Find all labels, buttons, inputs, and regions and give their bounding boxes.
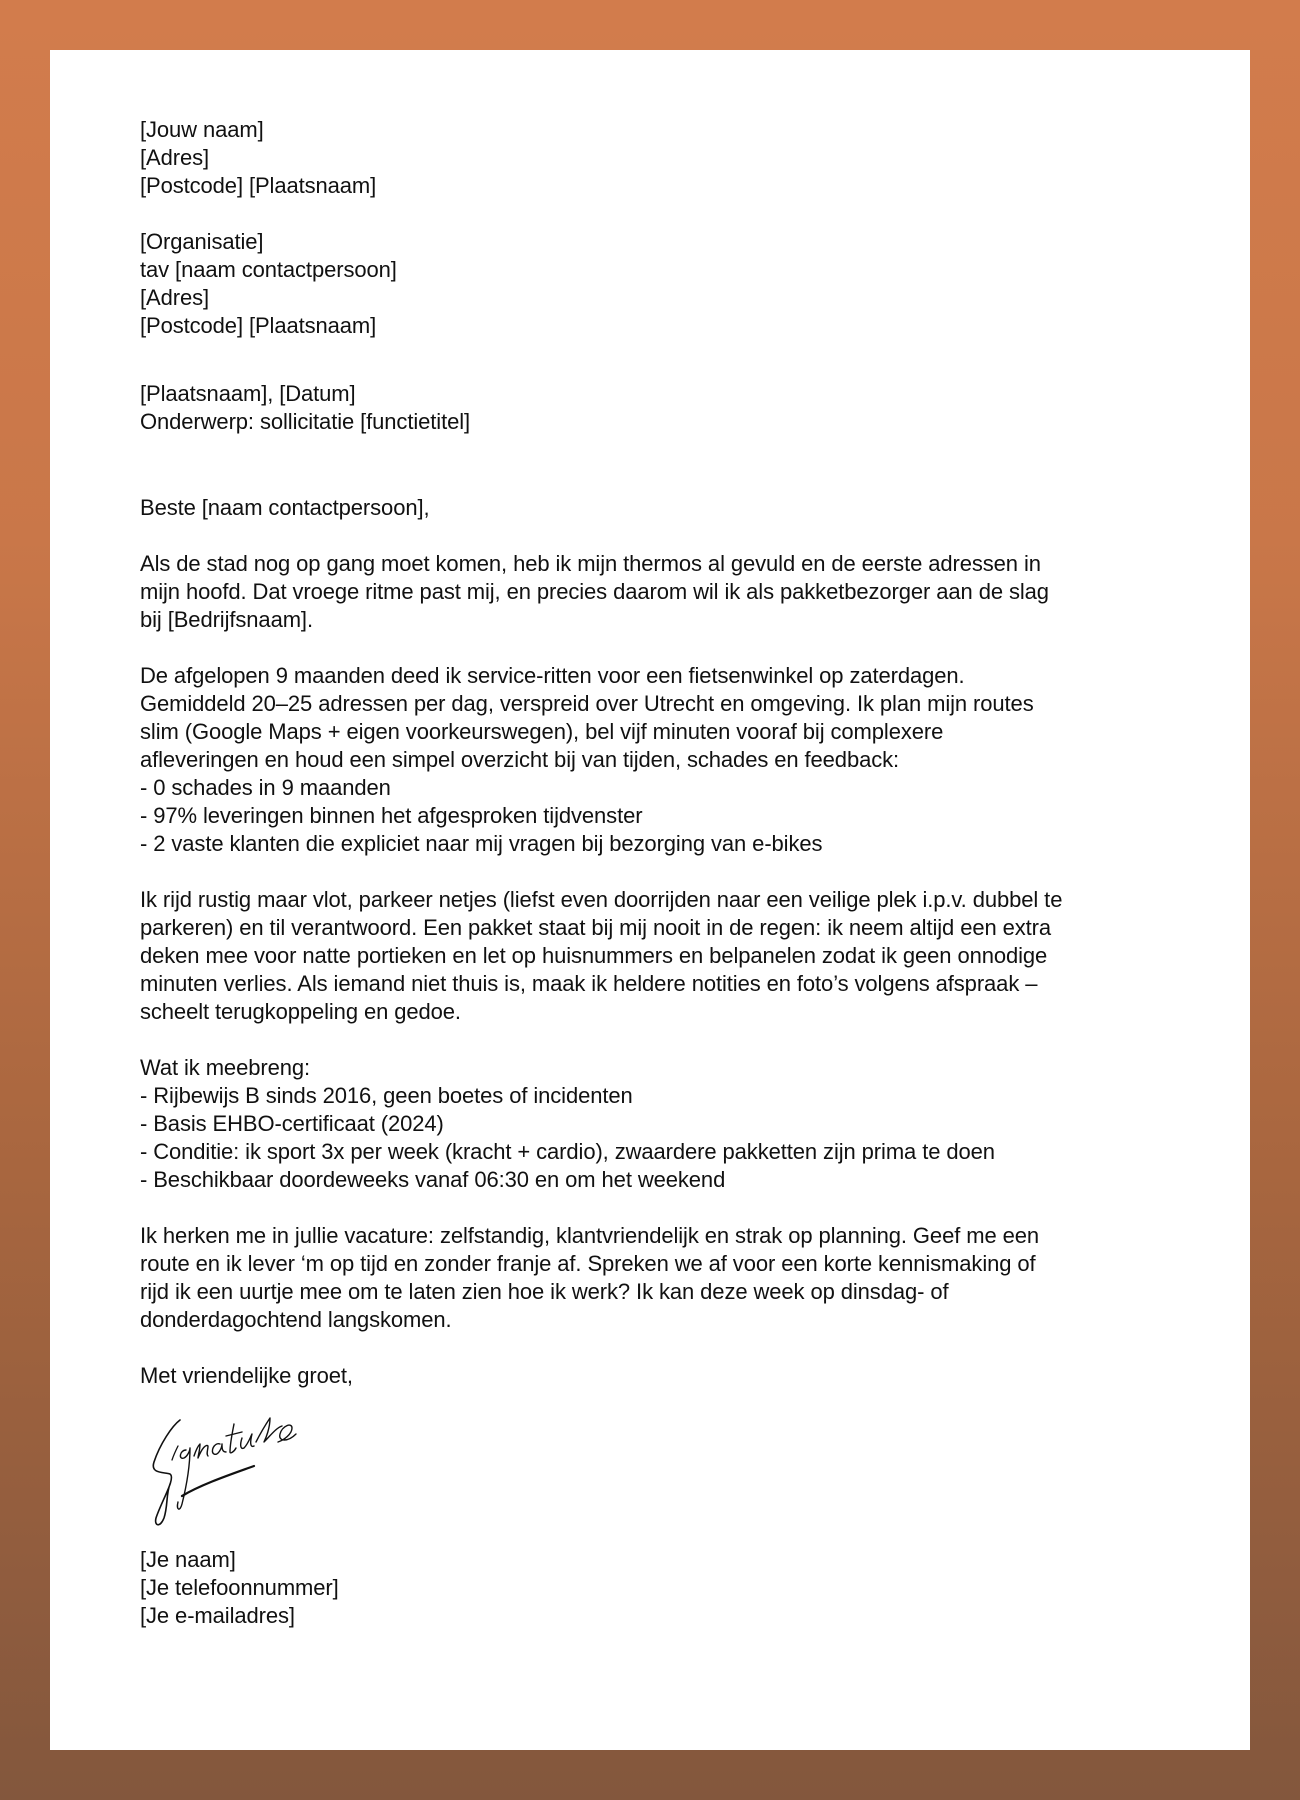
list-item: - Conditie: ik sport 3x per week (kracht + cardio), zwaardere pakketten zijn prima te doen [140, 1139, 995, 1164]
paragraph-line: donderdagochtend langskomen. [140, 1307, 452, 1332]
date-subject-block [140, 380, 1180, 436]
footer-block [140, 1546, 1180, 1630]
footer-phone: [Je telefoonnummer] [140, 1575, 339, 1600]
list-item: - 0 schades in 9 maanden [140, 775, 391, 800]
paragraph-line: rijd ik een uurtje mee om te laten zien hoe ik werk? Ik kan deze week op dinsdag- of [140, 1279, 949, 1304]
sender-address: [Adres] [140, 145, 209, 170]
paragraph-intro [140, 550, 1180, 634]
list-item: - Beschikbaar doordeweeks vanaf 06:30 en om het weekend [140, 1167, 726, 1192]
paragraph-line: route en ik lever ‘m op tijd en zonder franje af. Spreken we af voor een korte kennismaking of [140, 1251, 1036, 1276]
spacer [140, 340, 1180, 380]
list-item: - Rijbewijs B sinds 2016, geen boetes of incidenten [140, 1083, 633, 1108]
recipient-block [140, 228, 1180, 340]
sender-name: [Jouw naam] [140, 117, 264, 142]
paragraph-qualifications [140, 1054, 1180, 1194]
spacer [140, 1534, 1180, 1546]
spacer [140, 522, 1180, 550]
recipient-address: [Adres] [140, 285, 209, 310]
spacer [140, 634, 1180, 662]
closing: Met vriendelijke groet, [140, 1363, 353, 1388]
recipient-attention: tav [naam contactpersoon] [140, 257, 397, 282]
list-item: - Basis EHBO-certificaat (2024) [140, 1111, 444, 1136]
spacer [140, 858, 1180, 886]
paragraph-line: deken mee voor natte portieken en let op huisnummers en belpanelen zodat ik geen onnodige [140, 943, 1048, 968]
paragraph-closing-pitch [140, 1222, 1180, 1334]
footer-name: [Je naam] [140, 1547, 236, 1572]
footer-email: [Je e-mailadres] [140, 1603, 295, 1628]
subject-line: Onderwerp: sollicitatie [functietitel] [140, 409, 471, 434]
paragraph-line: bij [Bedrijfsnaam]. [140, 607, 313, 632]
recipient-organisation: [Organisatie] [140, 229, 264, 254]
paragraph-experience [140, 662, 1180, 858]
salutation: Beste [naam contactpersoon], [140, 495, 430, 520]
letter-page [50, 50, 1250, 1750]
spacer [140, 436, 1180, 494]
sender-block [140, 116, 1180, 200]
paragraph-line: slim (Google Maps + eigen voorkeurswegen), bel vijf minuten vooraf bij complexere [140, 719, 944, 744]
list-item: - 97% leveringen binnen het afgesproken tijdvenster [140, 803, 643, 828]
letter-content [140, 116, 1180, 1630]
place-date: [Plaatsnaam], [Datum] [140, 381, 356, 406]
paragraph-line: De afgelopen 9 maanden deed ik service-ritten voor een fietsenwinkel op zaterdagen. [140, 663, 965, 688]
paragraph-line: minuten verlies. Als iemand niet thuis is, maak ik heldere notities en foto’s volgens afspraak – [140, 971, 1038, 996]
paragraph-line: Ik rijd rustig maar vlot, parkeer netjes (liefst even doorrijden naar een veilige plek i.p.v. dubbel te [140, 887, 1063, 912]
signature-icon [142, 1414, 342, 1534]
recipient-postal-city: [Postcode] [Plaatsnaam] [140, 313, 377, 338]
spacer [140, 200, 1180, 228]
section-heading: Wat ik meebreng: [140, 1055, 310, 1080]
paragraph-line: afleveringen en houd een simpel overzicht bij van tijden, schades en feedback: [140, 747, 900, 772]
sender-postal-city: [Postcode] [Plaatsnaam] [140, 173, 377, 198]
paragraph-line: scheelt terugkoppeling en gedoe. [140, 999, 461, 1024]
spacer [140, 1026, 1180, 1054]
paragraph-line: Gemiddeld 20–25 adressen per dag, verspreid over Utrecht en omgeving. Ik plan mijn routes [140, 691, 1034, 716]
list-item: - 2 vaste klanten die expliciet naar mij vragen bij bezorging van e-bikes [140, 831, 823, 856]
paragraph-line: Ik herken me in jullie vacature: zelfstandig, klantvriendelijk en strak op planning. Geef me een [140, 1223, 1040, 1248]
spacer [140, 1334, 1180, 1362]
paragraph-line: parkeren) en til verantwoord. Een pakket staat bij mij nooit in de regen: ik neem altijd een extra [140, 915, 1052, 940]
spacer [140, 1194, 1180, 1222]
paragraph-work-style [140, 886, 1180, 1026]
paragraph-line: Als de stad nog op gang moet komen, heb ik mijn thermos al gevuld en de eerste adressen in [140, 551, 1041, 576]
paragraph-line: mijn hoofd. Dat vroege ritme past mij, en precies daarom wil ik als pakketbezorger aan de slag [140, 579, 1049, 604]
